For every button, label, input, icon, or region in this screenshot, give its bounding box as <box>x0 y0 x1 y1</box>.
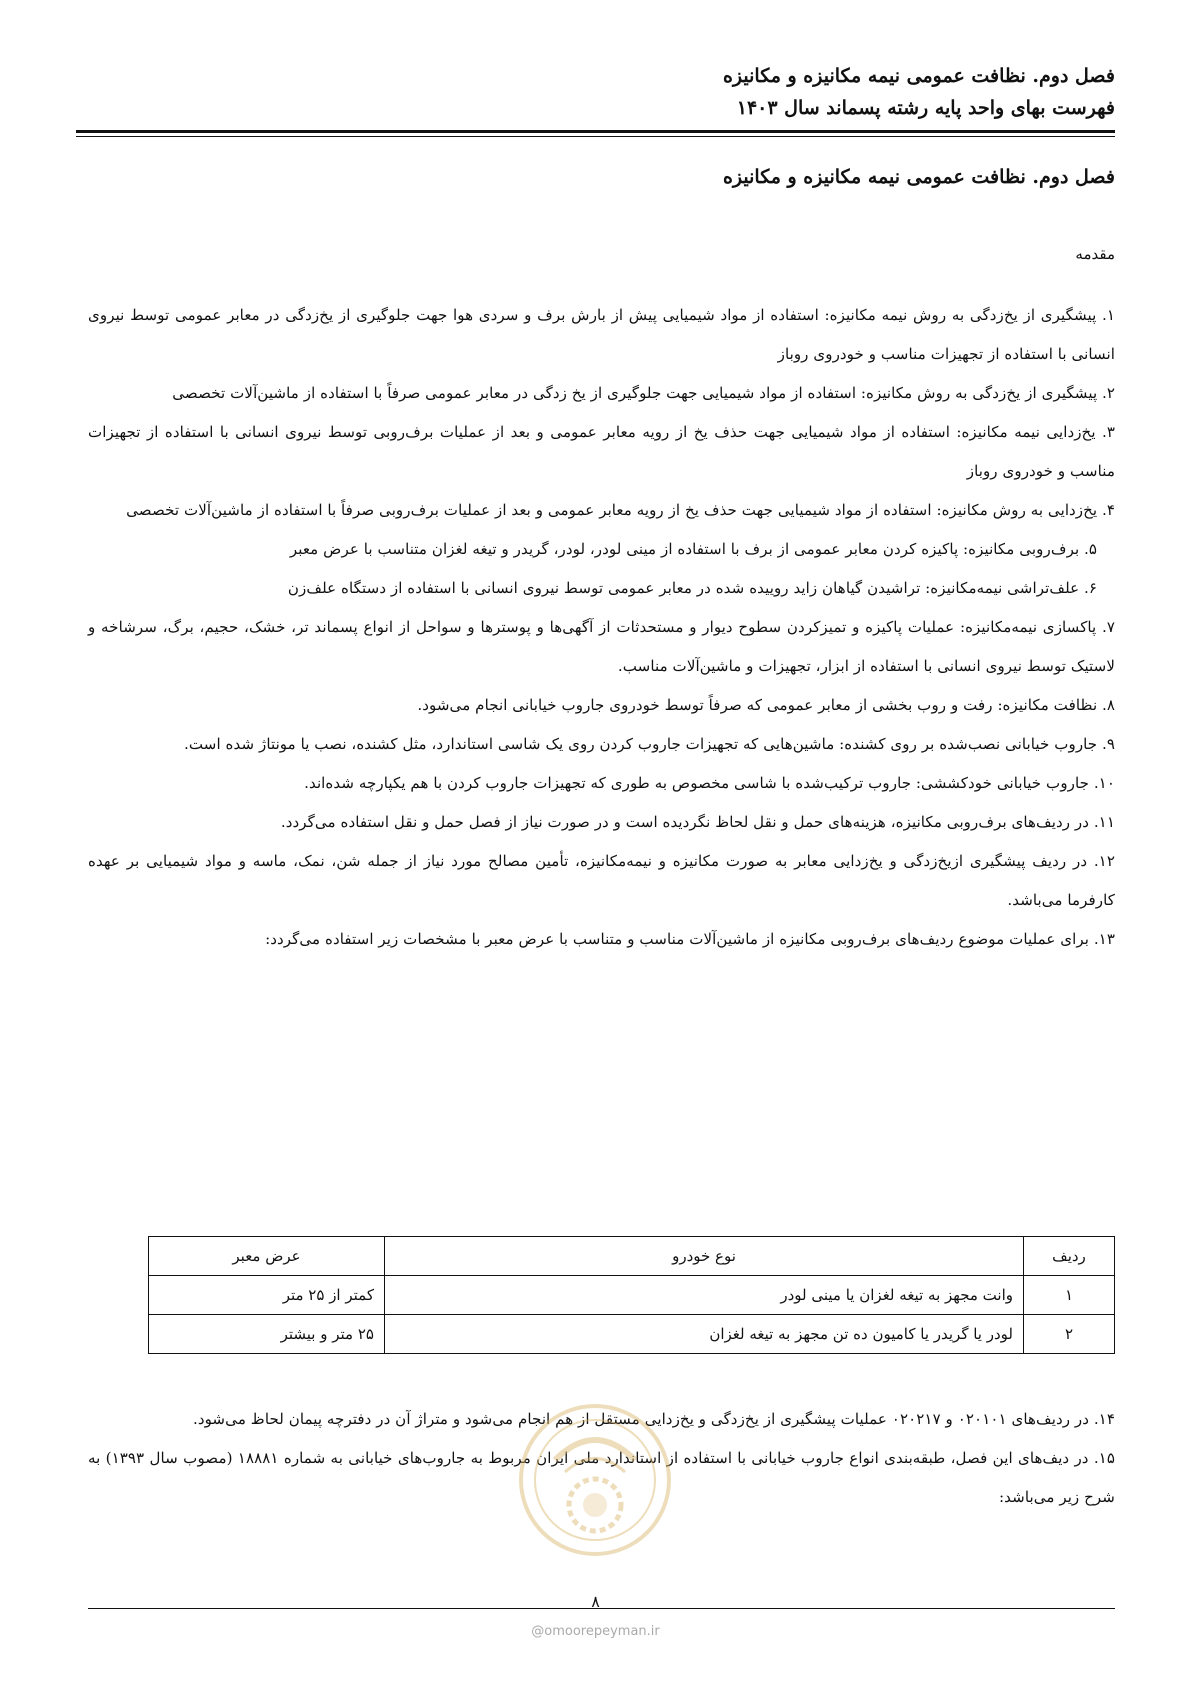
table-cell: ۲ <box>1024 1315 1115 1354</box>
table-cell: لودر یا گریدر یا کامیون ده تن مجهز به تیغه لغزان <box>385 1315 1024 1354</box>
table-row <box>149 1276 1115 1315</box>
table-header-cell: ردیف <box>1024 1237 1115 1276</box>
list-item: ۴. یخ‌زدایی به روش مکانیزه: استفاده از مواد شیمیایی جهت حذف یخ از رویه معابر عمومی و بعد از عملیات برف‌روبی صرفاً با استفاده از ماشین‌آلات تخصصی <box>126 501 1115 519</box>
body-text <box>88 296 1115 959</box>
header-line-2: فهرست بهای واحد پایه رشته پسماند سال ۱۴۰۳ <box>736 97 1115 119</box>
header-rule-thin <box>76 136 1115 137</box>
table-cell: ۲۵ متر و بیشتر <box>149 1315 385 1354</box>
watermark-seal-icon <box>515 1400 675 1560</box>
list-item: ۹. جاروب خیابانی نصب‌شده بر روی کشنده: ماشین‌هایی که تجهیزات جاروب کردن روی یک شاسی استاندارد، مثل کشنده، نصب یا مونتاژ شده است. <box>184 735 1115 753</box>
list-item: ۱. پیشگیری از یخ‌زدگی به روش نیمه مکانیزه: استفاده از مواد شیمیایی پیش از بارش برف و سردی هوا جهت جلوگیری از یخ‌زدگی در معابر عمومی توسط نیروی انسانی با استفاده از تجهیزات مناسب و خودروی روباز <box>88 306 1115 363</box>
table-cell: ۱ <box>1024 1276 1115 1315</box>
header-line-1: فصل دوم. نظافت عمومی نیمه مکانیزه و مکانیزه <box>722 65 1115 87</box>
list-item: ۲. پیشگیری از یخ‌زدگی به روش مکانیزه: استفاده از مواد شیمیایی جهت جلوگیری از یخ زدگی در معابر عمومی صرفاً با استفاده از ماشین‌آلات تخصصی <box>172 384 1115 402</box>
footer-rule <box>88 1608 1115 1609</box>
list-item: ۳. یخ‌زدایی نیمه مکانیزه: استفاده از مواد شیمیایی جهت حذف یخ از رویه معابر عمومی و بعد از عملیات برف‌روبی توسط نیروی انسانی با استفاده از تجهیزات مناسب و خودروی روباز <box>88 423 1115 480</box>
table-header-cell: نوع خودرو <box>385 1237 1024 1276</box>
footer-website: @omoorepeyman.ir <box>531 1624 660 1639</box>
intro-heading: مقدمه <box>1075 245 1115 263</box>
header-rule-thick <box>76 130 1115 133</box>
chapter-title: فصل دوم. نظافت عمومی نیمه مکانیزه و مکانیزه <box>722 166 1115 188</box>
vehicle-table <box>148 1236 1115 1354</box>
table-cell: وانت مجهز به تیغه لغزان یا مینی لودر <box>385 1276 1024 1315</box>
table-cell: کمتر از ۲۵ متر <box>149 1276 385 1315</box>
list-item: ۷. پاکسازی نیمه‌مکانیزه: عملیات پاکیزه و تمیزکردن سطوح دیوار و مستحدثات از آگهی‌ها و پوسترها و سواحل از انواع پسماند تر، خشک، حجیم، برگ، سرشاخه و لاستیک توسط نیروی انسانی با استفاده از ابزار، تجهیزات و ماشین‌آلات مناسب. <box>88 618 1115 675</box>
page-header <box>75 60 1115 124</box>
list-item: ۱۳. برای عملیات موضوع ردیف‌های برف‌روبی مکانیزه از ماشین‌آلات مناسب و متناسب با عرض معبر با مشخصات زیر استفاده می‌گردد: <box>265 930 1115 948</box>
table-header-row <box>149 1237 1115 1276</box>
list-item: ۱۲. در ردیف پیشگیری ازیخ‌زدگی و یخ‌زدایی معابر به صورت مکانیزه و نیمه‌مکانیزه، تأمین مصالح مورد نیاز از جمله شن، نمک، ماسه و مواد شیمیایی بر عهده کارفرما می‌باشد. <box>88 852 1115 909</box>
list-item: ۱۱. در ردیف‌های برف‌روبی مکانیزه، هزینه‌های حمل و نقل لحاظ نگردیده است و در صورت نیاز از فصل حمل و نقل استفاده می‌گردد. <box>280 813 1115 831</box>
page-number: ۸ <box>591 1592 600 1611</box>
list-item: ۱۵. در دیف‌های این فصل، طبقه‌بندی انواع جاروب خیابانی با استفاده از استاندارد ملی ایران مربوط به جاروب‌های خیابانی به شماره ۱۸۸۸۱ (مصوب سال ۱۳۹۳) به شرح زیر می‌باشد: <box>88 1449 1115 1506</box>
table-row <box>149 1315 1115 1354</box>
list-item: ۶. علف‌تراشی نیمه‌مکانیزه: تراشیدن گیاهان زاید روییده شده در معابر عمومی توسط نیروی انسانی با استفاده از دستگاه علف‌زن <box>287 579 1097 597</box>
list-item: ۵. برف‌روبی مکانیزه: پاکیزه کردن معابر عمومی از برف با استفاده از مینی لودر، لودر، گریدر و تیغه لغزان متناسب با عرض معبر <box>289 540 1097 558</box>
table-header-cell: عرض معبر <box>149 1237 385 1276</box>
list-item: ۸. نظافت مکانیزه: رفت و روب بخشی از معابر عمومی که صرفاً توسط خودروی جاروب خیابانی انجام می‌شود. <box>417 696 1115 714</box>
list-item: ۱۰. جاروب خیابانی خودکششی: جاروب ترکیب‌شده با شاسی مخصوص به طوری که تجهیزات جاروب کردن با هم یکپارچه شده‌اند. <box>304 774 1115 792</box>
list-item: ۱۴. در ردیف‌های ۰۲۰۱۰۱ و ۰۲۰۲۱۷ عملیات پیشگیری از یخ‌زدگی و یخ‌زدایی مستقل از هم انجام می‌شود و متراژ آن در دفترچه پیمان لحاظ می‌شود. <box>193 1410 1115 1428</box>
